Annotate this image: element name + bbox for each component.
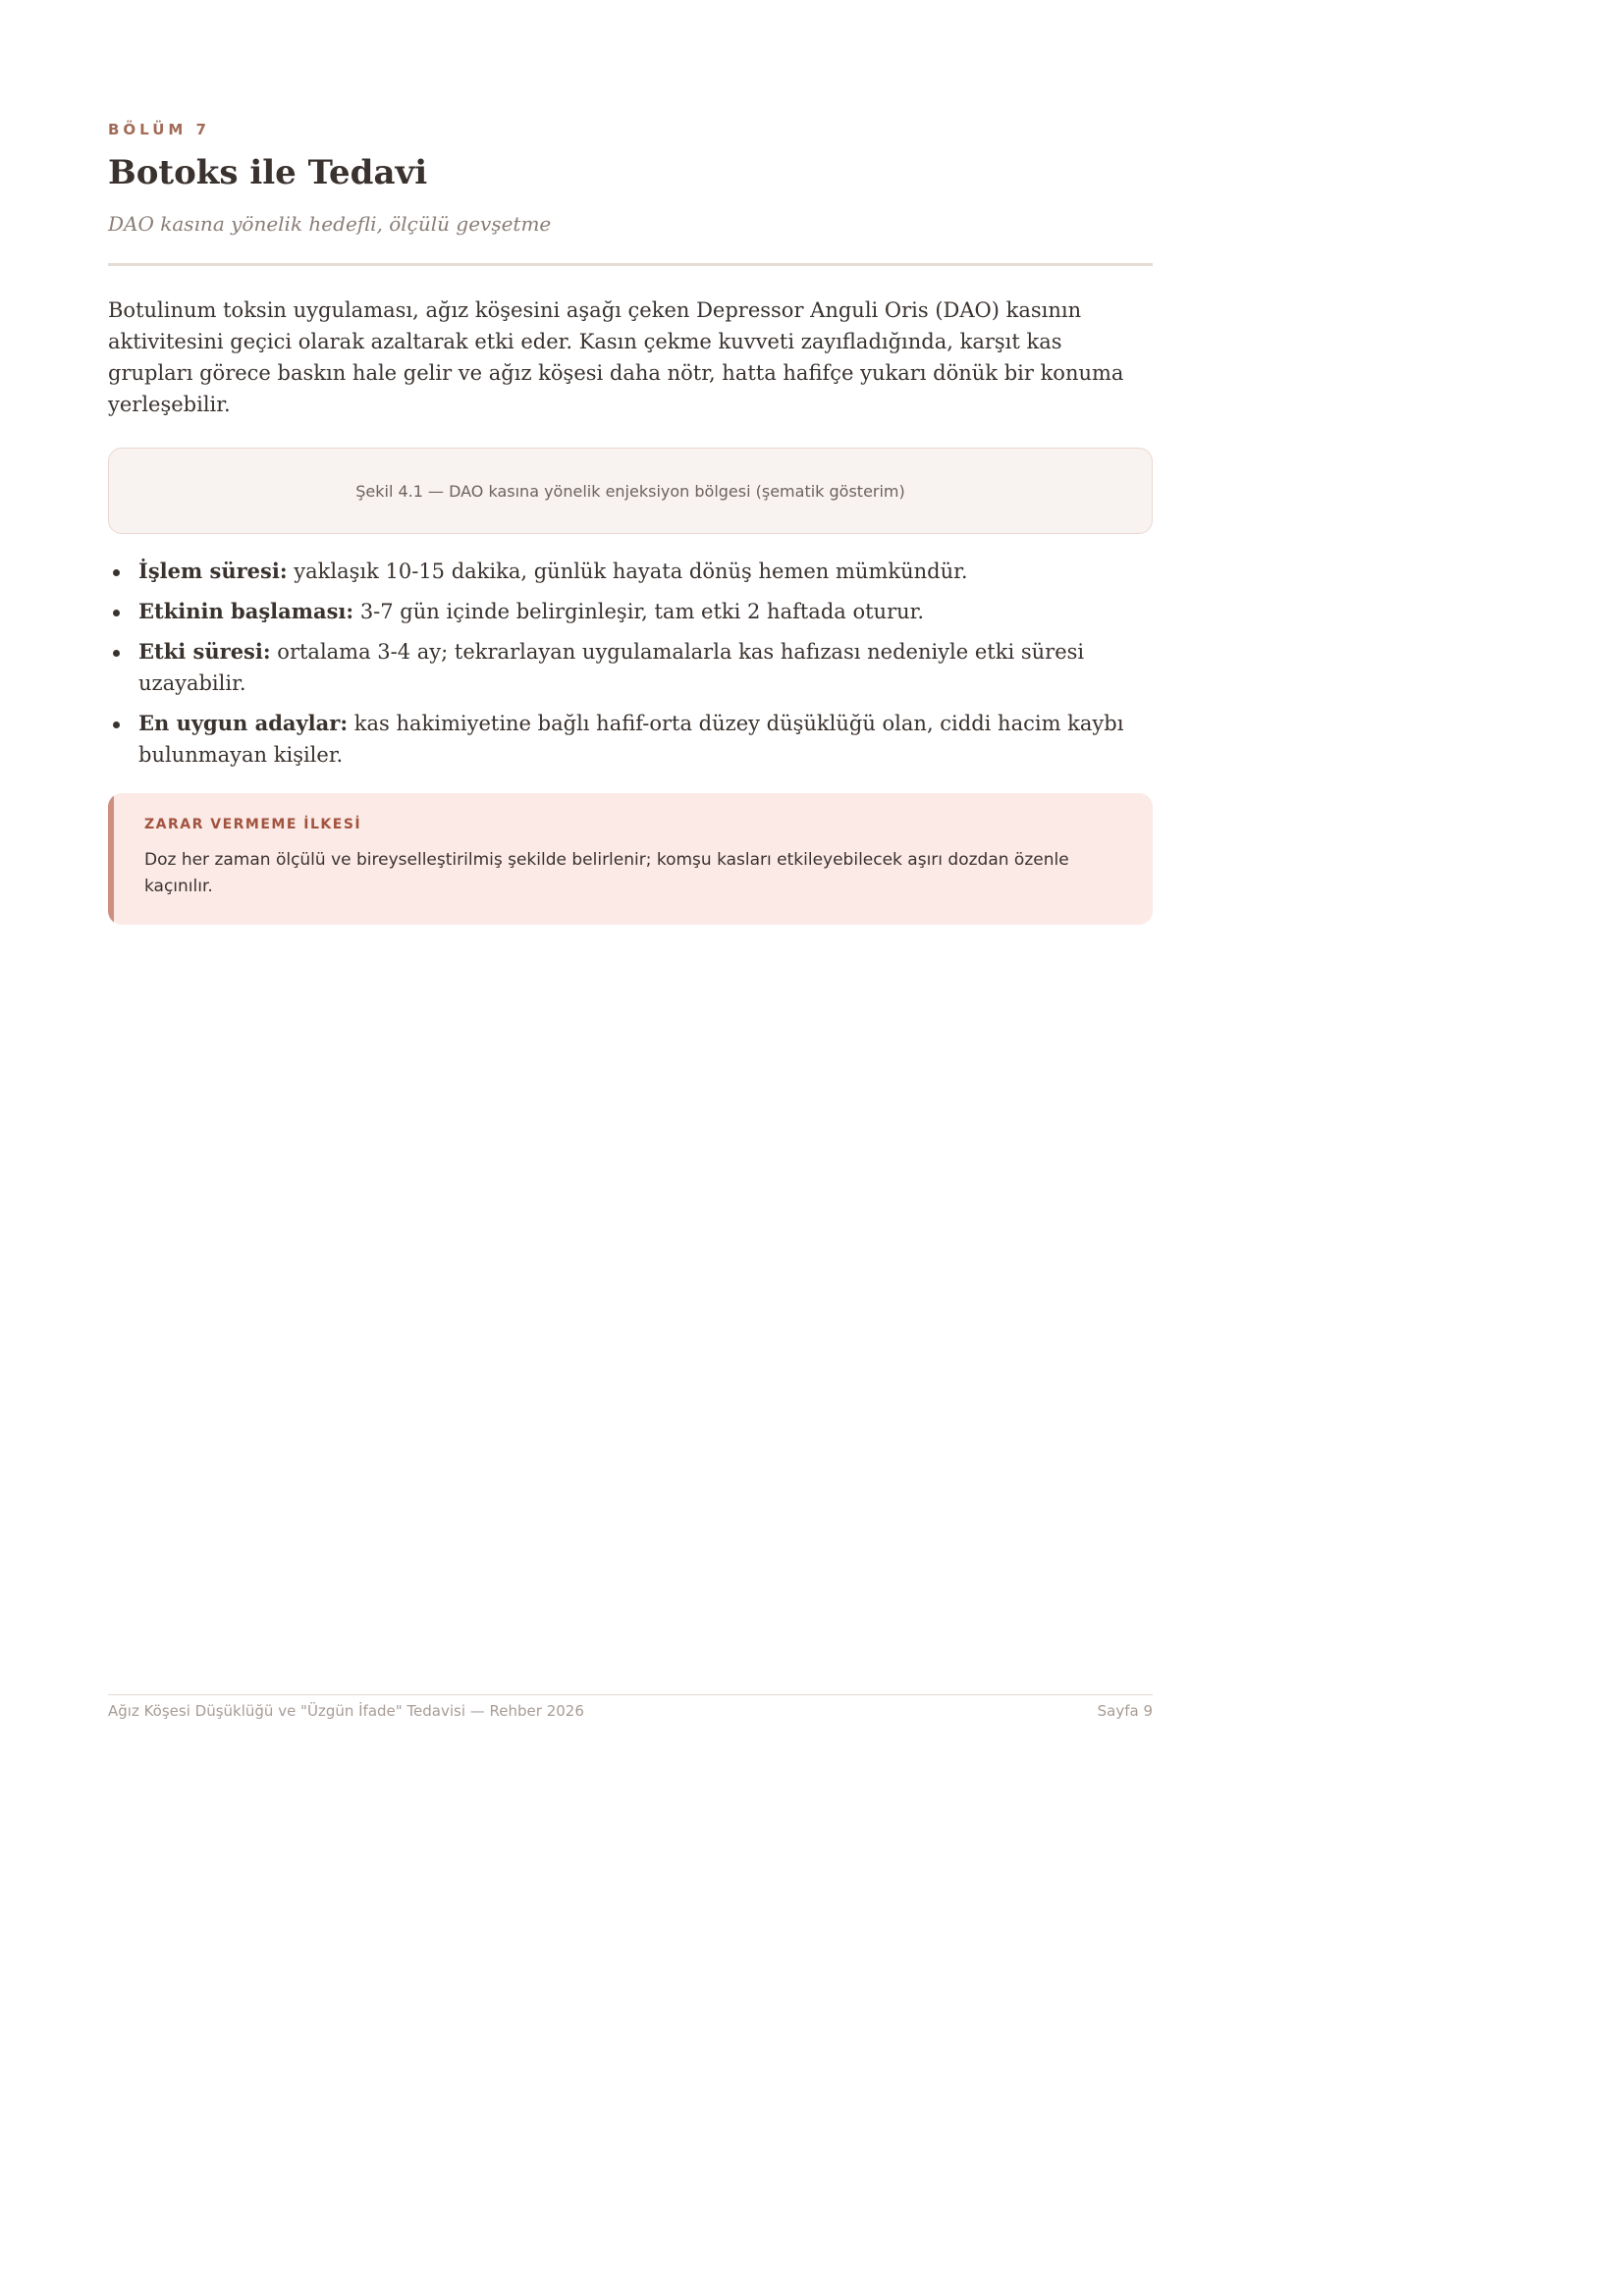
bullet-text: ortalama 3-4 ay; tekrarlayan uygulamalarla kas hafızası nedeniyle etki süresi uzayabilir.	[138, 640, 1085, 695]
bullet-dot-icon	[113, 650, 120, 657]
bullet-text: kas hakimiyetine bağlı hafif-orta düzey düşüklüğü olan, ciddi hacim kaybı bulunmayan kişiler.	[138, 712, 1124, 767]
figure-placeholder	[108, 448, 1153, 534]
bullet-term: En uygun adaylar:	[138, 711, 349, 735]
list-item	[108, 636, 1153, 699]
bullet-term: Etkinin başlaması:	[138, 599, 354, 623]
footer-page-number: Sayfa 9	[1097, 1702, 1153, 1720]
footer-divider	[108, 1694, 1153, 1695]
bullet-term: Etki süresi:	[138, 639, 271, 664]
callout-text: Doz her zaman ölçülü ve bireyselleştirilmiş şekilde belirlenir; komşu kasları etkileyebilecek aşırı dozdan özenle kaçınılır.	[144, 850, 1069, 896]
list-item	[108, 708, 1153, 771]
bullet-text: yaklaşık 10-15 dakika, günlük hayata dönüş hemen mümkündür.	[287, 560, 968, 583]
bullet-text: 3-7 gün içinde belirginleşir, tam etki 2 haftada oturur.	[353, 600, 925, 623]
info-bullet-list	[108, 556, 1153, 779]
bullet-dot-icon	[113, 610, 120, 616]
page-title: Botoks ile Tedavi	[108, 153, 428, 192]
callout-title: ZARAR VERMEME İLKESİ	[144, 817, 362, 832]
figure-caption: Şekil 4.1 — DAO kasına yönelik enjeksiyon bölgesi (şematik gösterim)	[355, 481, 905, 501]
warning-callout	[108, 793, 1153, 925]
title-divider	[108, 263, 1153, 266]
bullet-dot-icon	[113, 569, 120, 576]
intro-paragraph: Botulinum toksin uygulaması, ağız köşesini aşağı çeken Depressor Anguli Oris (DAO) kasının aktivitesini geçici olarak azaltarak etki eder. Kasın çekme kuvveti zayıfladığında, karşıt kas grupları görece baskın hale gelir ve ağız köşesi daha nötr, hatta hafifçe yukarı dönük bir konuma yerleşebilir.	[108, 298, 1124, 416]
bullet-dot-icon	[113, 721, 120, 728]
list-item	[108, 556, 1153, 587]
list-item	[108, 596, 1153, 627]
bullet-term: İşlem süresi:	[138, 559, 288, 583]
footer-document-title: Ağız Köşesi Düşüklüğü ve "Üzgün İfade" Tedavisi — Rehber 2026	[108, 1702, 584, 1720]
callout-accent-bar	[108, 793, 114, 925]
section-label: BÖLÜM 7	[108, 121, 210, 138]
page-subtitle: DAO kasına yönelik hedefli, ölçülü gevşetme	[108, 212, 552, 236]
